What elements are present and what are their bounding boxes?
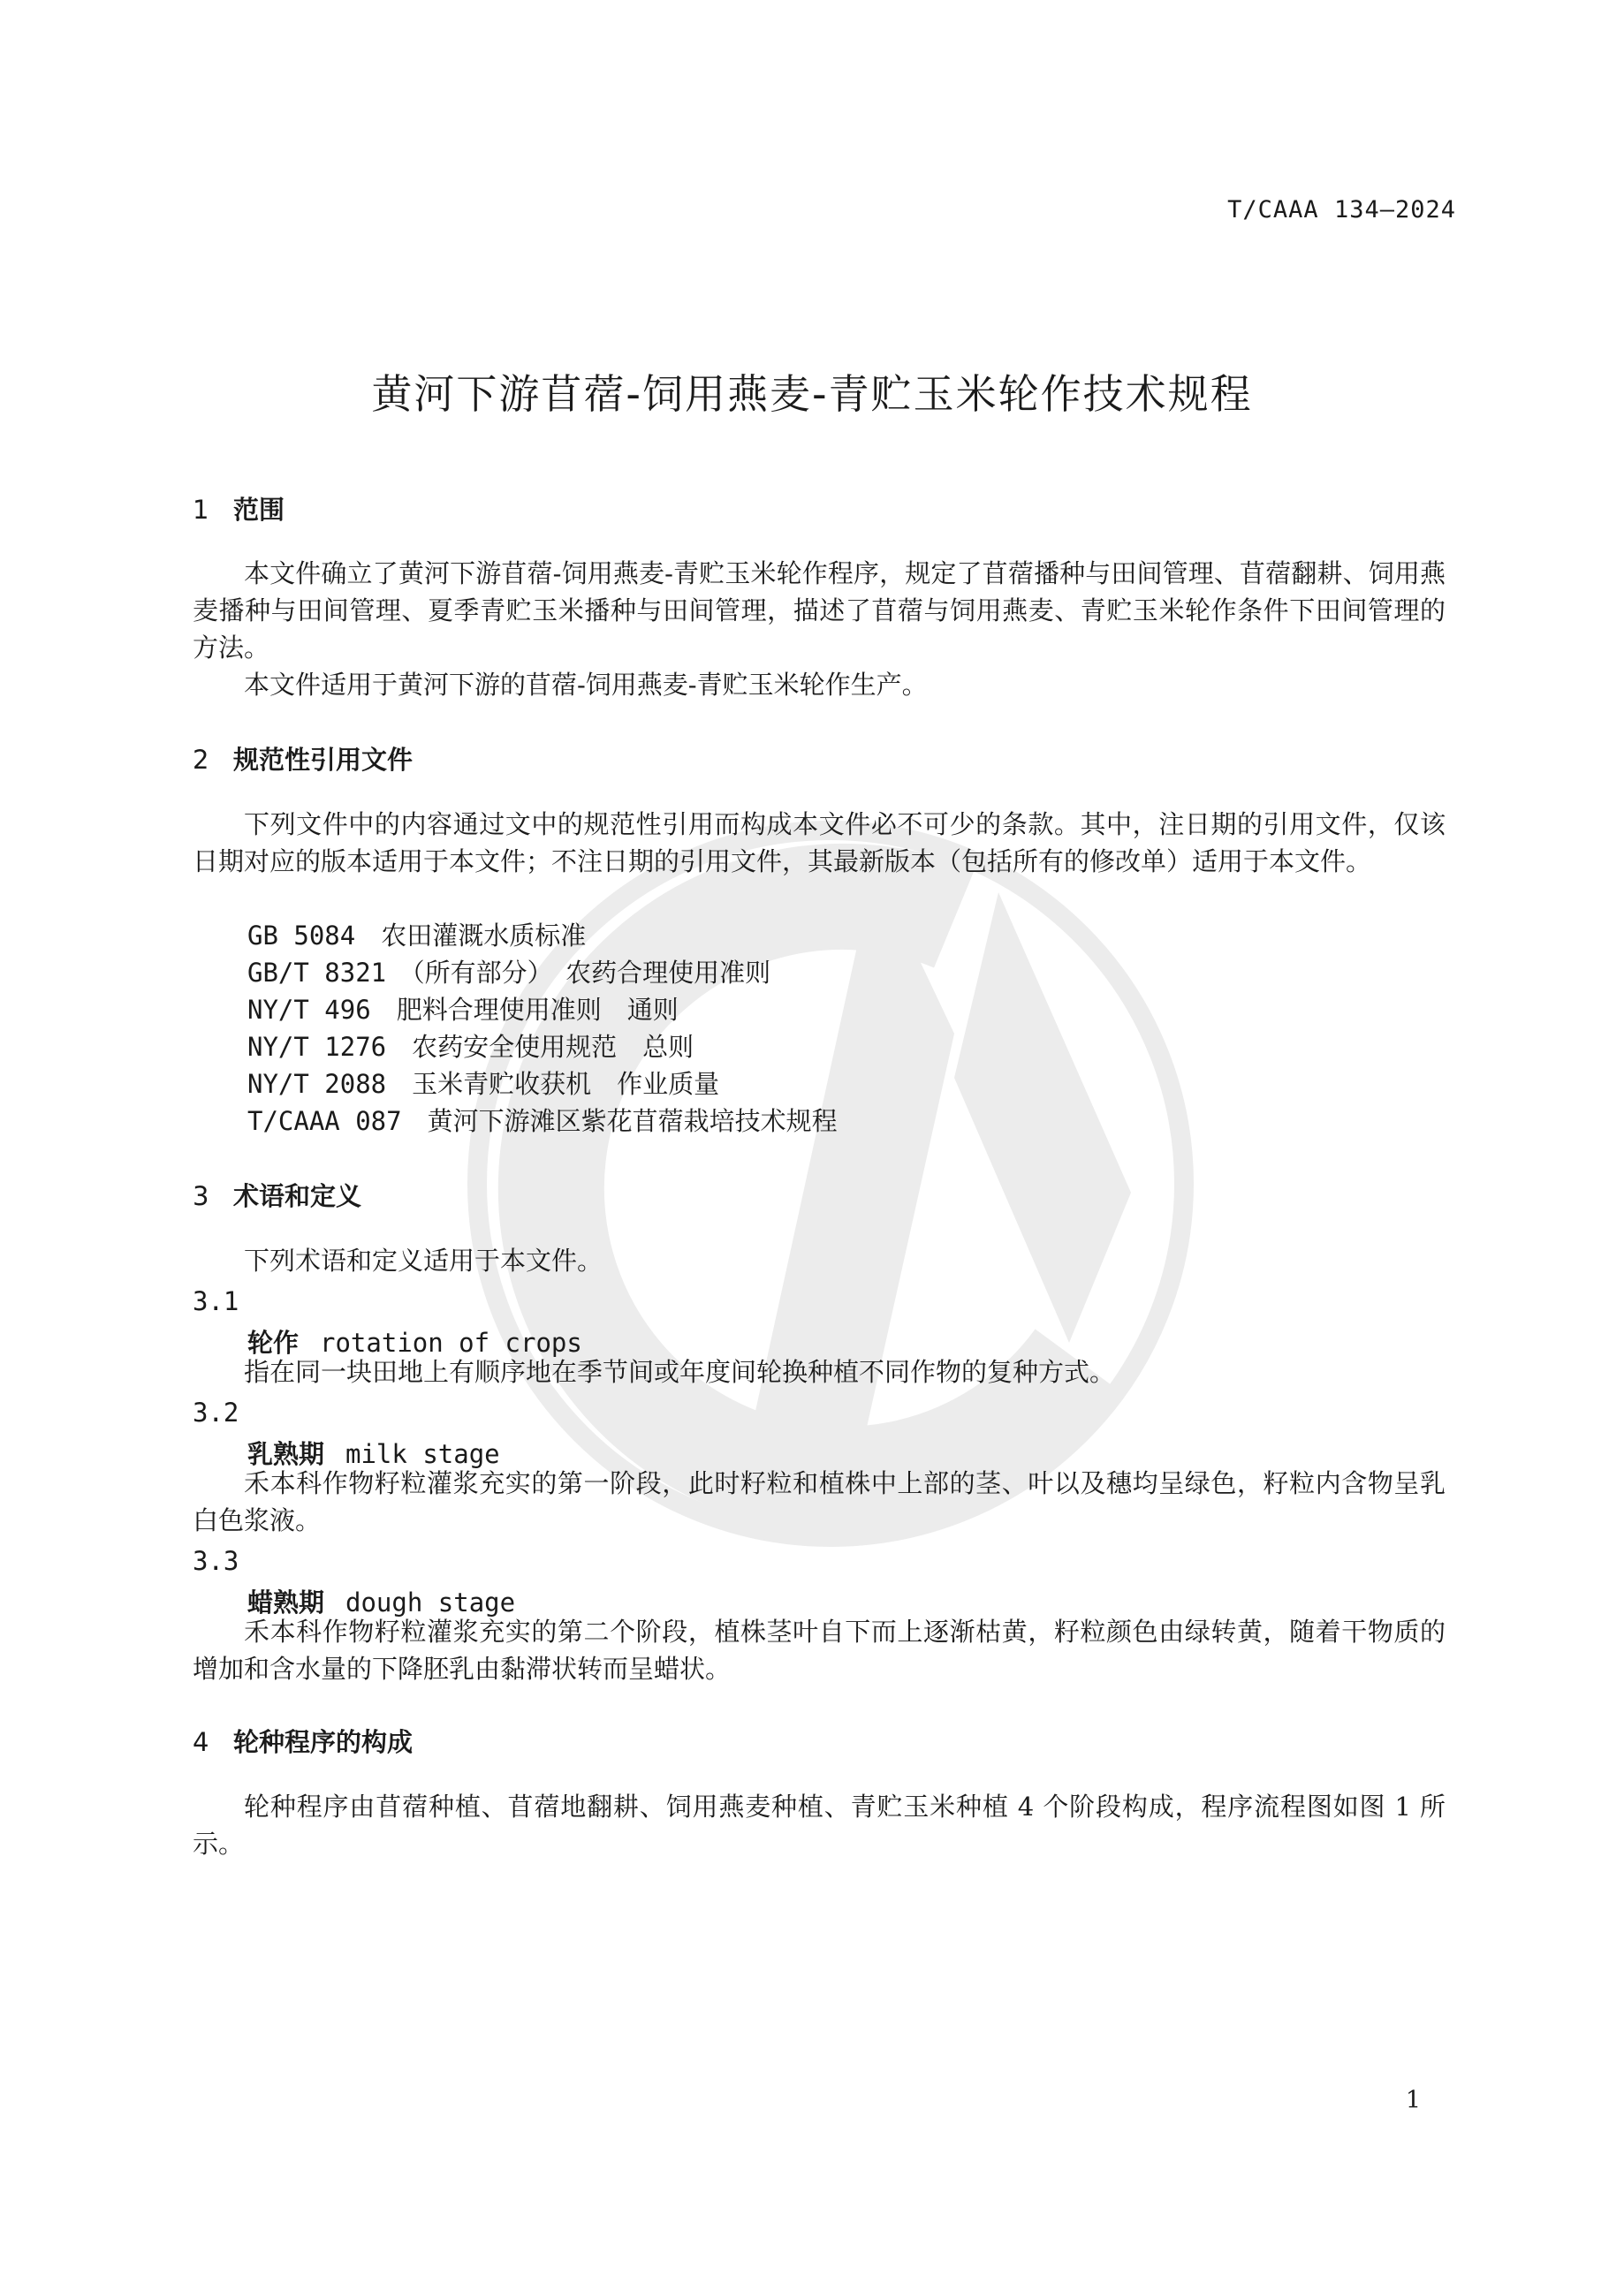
term-definition: 禾本科作物籽粒灌浆充实的第二个阶段，植株茎叶自下而上逐渐枯黄，籽粒颜色由绿转黄，随着干物质的增加和含水量的下降胚乳由黏滞状转而呈蜡状。 [193, 1617, 1446, 1684]
section-1-heading [193, 490, 285, 527]
section-title: 范围 [233, 495, 285, 525]
term-zh: 蜡熟期 [247, 1587, 325, 1618]
standard-code: T/CAAA 134—2024 [1227, 196, 1456, 224]
reference-name: 农药安全使用规范 总则 [412, 1032, 694, 1062]
reference-code: GB 5084 [247, 921, 356, 951]
term-number: 3.3 [193, 1546, 239, 1576]
section-3-paragraph-1: 下列术语和定义适用于本文件。 [244, 1246, 603, 1276]
reference-item [247, 954, 770, 991]
term-en: rotation of crops [320, 1328, 582, 1358]
term-definition: 指在同一块田地上有顺序地在季节间或年度间轮换种植不同作物的复种方式。 [244, 1357, 1116, 1387]
term-zh: 乳熟期 [247, 1439, 325, 1469]
page-number: 1 [1405, 2087, 1421, 2114]
reference-name: 肥料合理使用准则 通则 [396, 995, 679, 1025]
reference-code: NY/T 1276 [247, 1032, 387, 1062]
section-title: 术语和定义 [233, 1181, 362, 1211]
section-number: 3 [193, 1181, 209, 1211]
reference-name: 玉米青贮收获机 作业质量 [412, 1069, 720, 1099]
section-4-heading [193, 1723, 413, 1759]
section-3-heading [193, 1177, 361, 1213]
section-1-paragraph-1: 本文件确立了黄河下游苜蓿-饲用燕麦-青贮玉米轮作程序，规定了苜蓿播种与田间管理、苜蓿翻耕、饲用燕麦播种与田间管理、夏季青贮玉米播种与田间管理，描述了苜蓿与饲用燕麦、青贮玉米轮作条件下田间管理的方法。 [193, 558, 1446, 663]
term-zh: 轮作 [247, 1328, 300, 1358]
section-4-paragraph-1: 轮种程序由苜蓿种植、苜蓿地翻耕、饲用燕麦种植、青贮玉米种植 4 个阶段构成，程序流程图如图 1 所示。 [193, 1792, 1446, 1859]
reference-item [247, 1103, 838, 1140]
reference-code: T/CAAA 087 [247, 1106, 402, 1136]
reference-name: 黄河下游滩区紫花苜蓿栽培技术规程 [427, 1106, 838, 1136]
reference-code: NY/T 2088 [247, 1069, 387, 1099]
term-number: 3.1 [193, 1286, 239, 1316]
section-2-heading [193, 740, 413, 777]
section-1-paragraph-2: 本文件适用于黄河下游的苜蓿-饲用燕麦-青贮玉米轮作生产。 [244, 670, 928, 700]
reference-code: NY/T 496 [247, 995, 371, 1025]
reference-item [247, 1028, 694, 1065]
reference-item [247, 991, 679, 1028]
document-title: 黄河下游苜蓿-饲用燕麦-青贮玉米轮作技术规程 [371, 370, 1253, 418]
section-2-paragraph-1: 下列文件中的内容通过文中的规范性引用而构成本文件必不可少的条款。其中，注日期的引用文件，仅该日期对应的版本适用于本文件；不注日期的引用文件，其最新版本（包括所有的修改单）适用于本文件。 [193, 809, 1446, 876]
section-number: 2 [193, 745, 209, 775]
term-en: milk stage [345, 1439, 500, 1469]
reference-code: GB/T 8321 [247, 958, 387, 988]
reference-item [247, 1065, 719, 1103]
term-en: dough stage [345, 1587, 516, 1618]
section-title: 规范性引用文件 [233, 745, 414, 775]
section-number: 1 [193, 495, 209, 525]
term-definition: 禾本科作物籽粒灌浆充实的第一阶段，此时籽粒和植株中上部的茎、叶以及穗均呈绿色，籽粒内含物呈乳白色浆液。 [193, 1468, 1446, 1535]
reference-name: 农田灌溉水质标准 [381, 921, 587, 951]
reference-item [247, 917, 586, 954]
term-number: 3.2 [193, 1398, 239, 1428]
section-title: 轮种程序的构成 [233, 1727, 414, 1757]
section-number: 4 [193, 1727, 209, 1757]
reference-name: （所有部分） 农药合理使用准则 [412, 958, 771, 988]
